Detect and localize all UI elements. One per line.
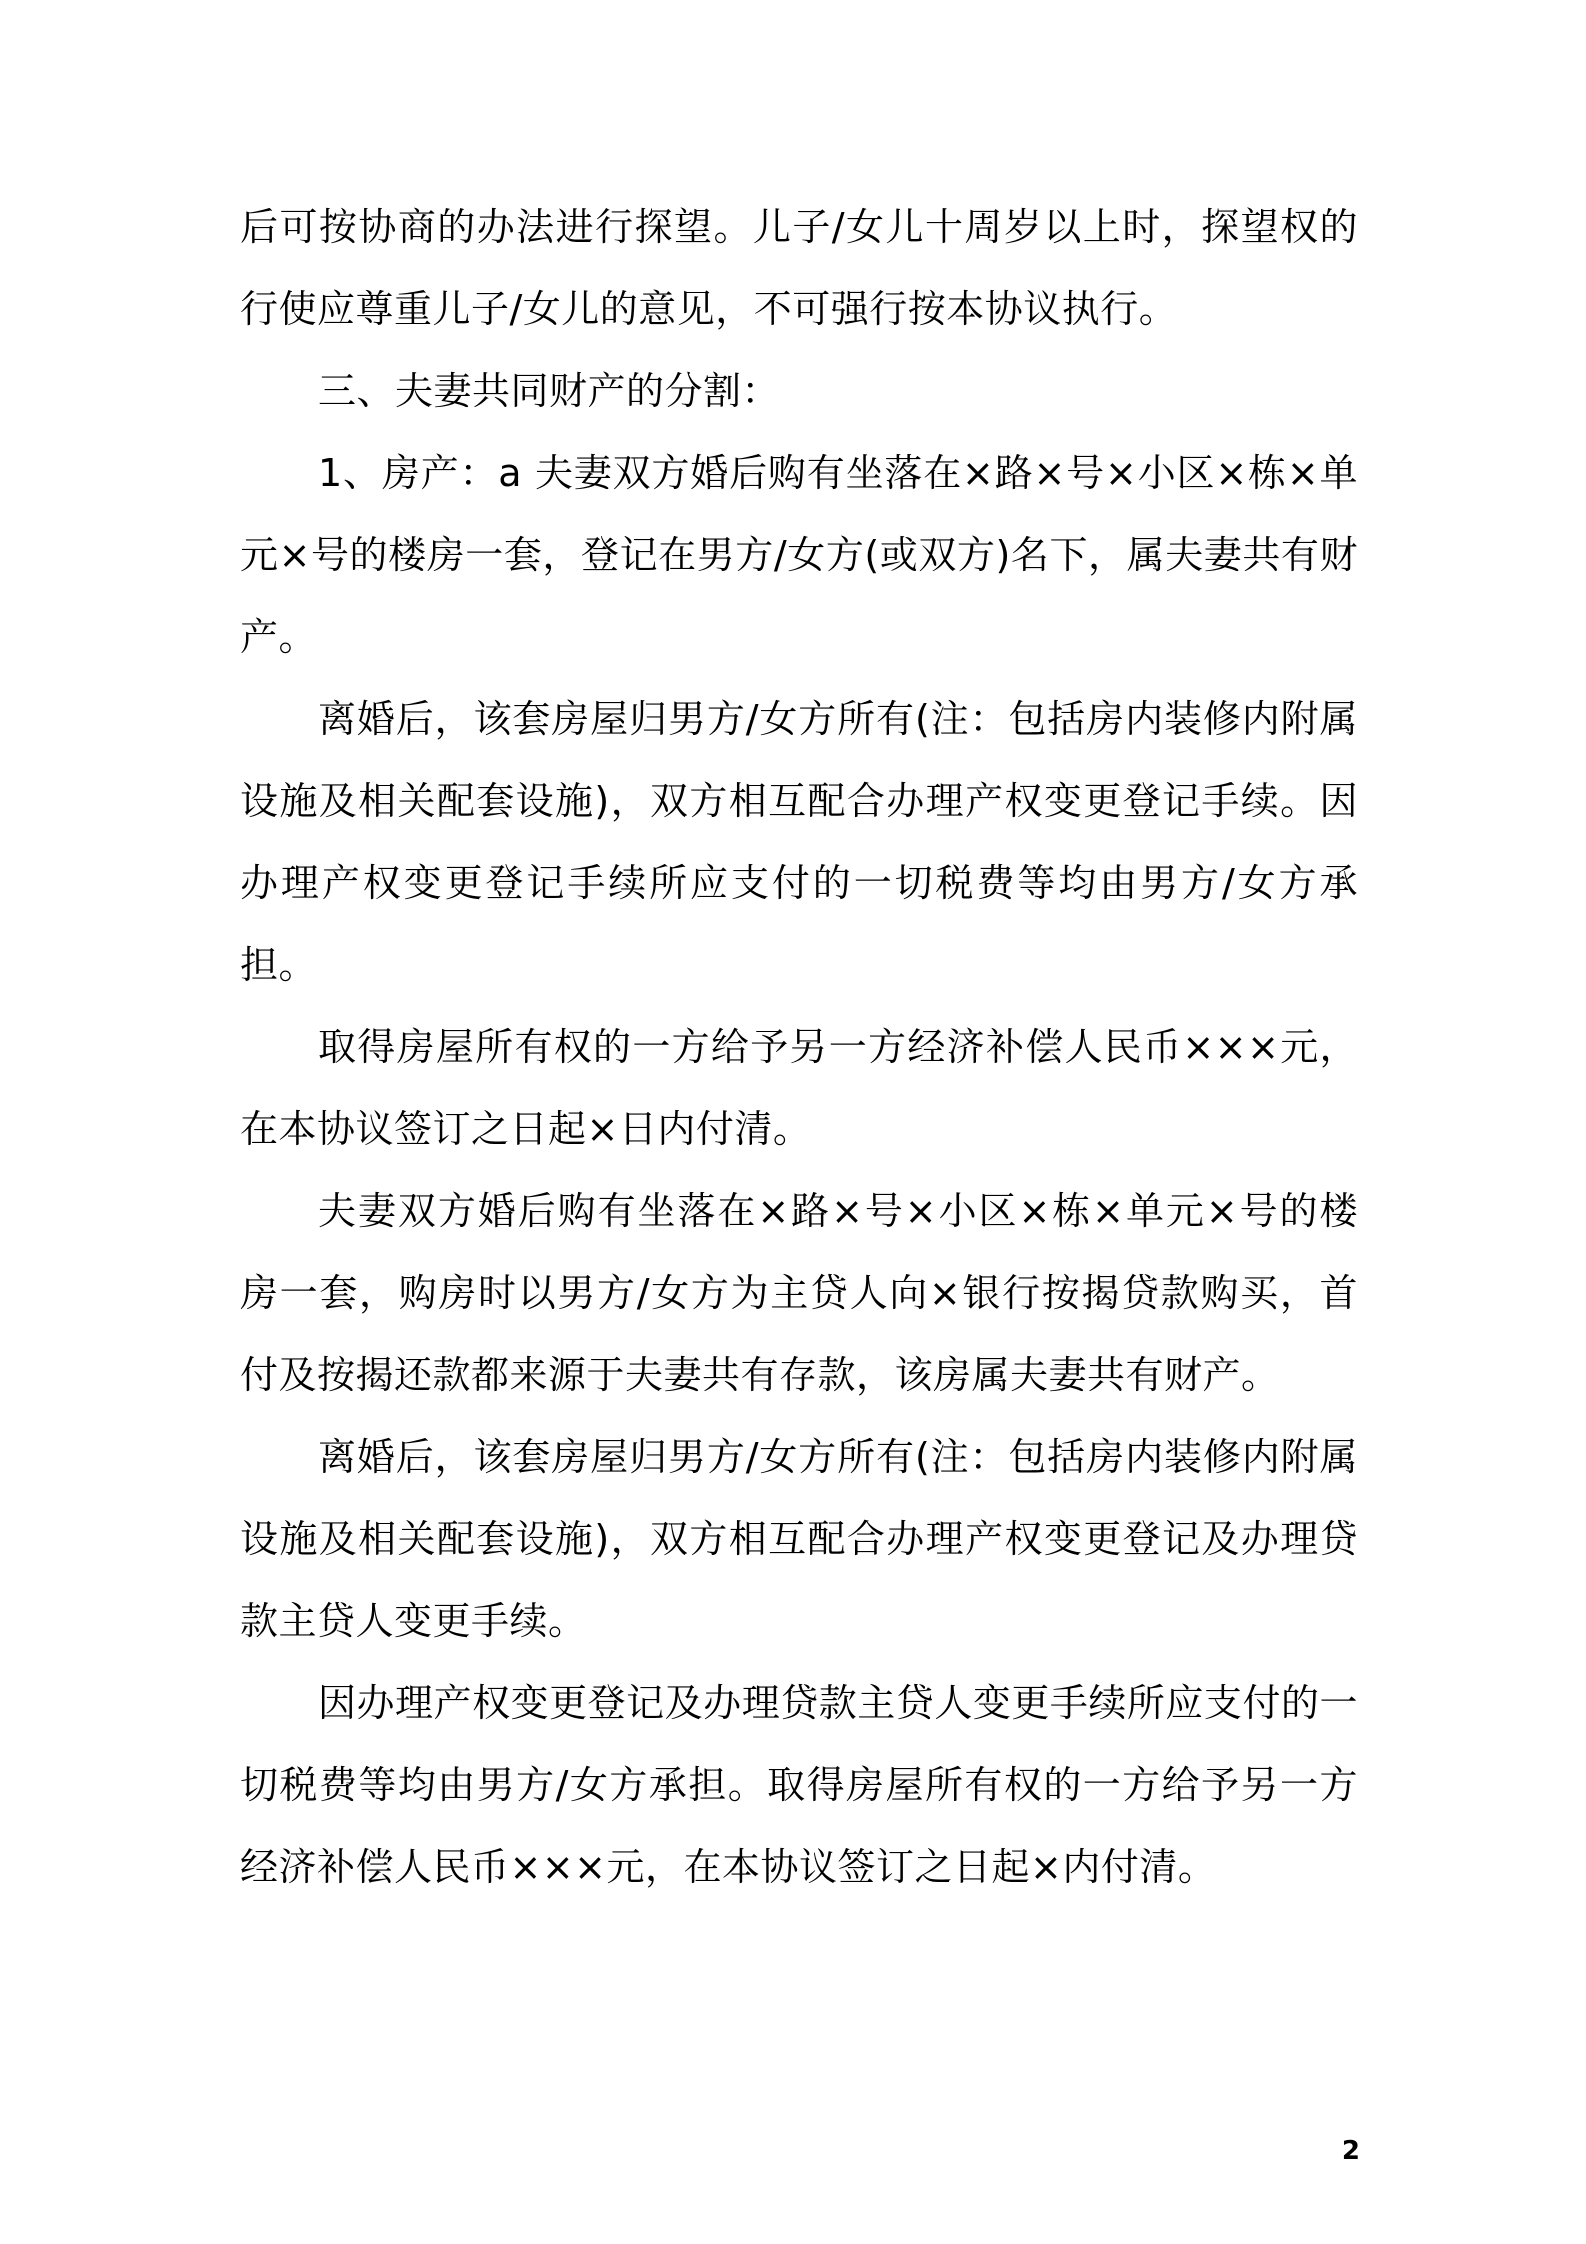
page-number: 2 — [1341, 2136, 1360, 2166]
paragraph-house-property: 1、房产：a 夫妻双方婚后购有坐落在×路×号×小区×栋×单元×号的楼房一套，登记在男方/女方(或双方)名下，属夫妻共有财产。 — [240, 451, 1358, 659]
section-heading-property-division: 三、夫妻共同财产的分割： — [318, 369, 781, 413]
paragraph-mortgage-house: 夫妻双方婚后购有坐落在×路×号×小区×栋×单元×号的楼房一套，购房时以男方/女方为主贷人向×银行按揭贷款购买，首付及按揭还款都来源于夫妻共有存款，该房属夫妻共有财产。 — [240, 1189, 1358, 1397]
document-body — [240, 186, 1358, 1908]
paragraph-after-divorce-2: 离婚后，该套房屋归男方/女方所有(注：包括房内装修内附属设施及相关配套设施)，双方相互配合办理产权变更登记及办理贷款主贷人变更手续。 — [240, 1435, 1358, 1643]
paragraph-after-divorce-1: 离婚后，该套房屋归男方/女方所有(注：包括房内装修内附属设施及相关配套设施)，双方相互配合办理产权变更登记手续。因办理产权变更登记手续所应支付的一切税费等均由男方/女方承担。 — [240, 697, 1358, 987]
paragraph-fees-compensation-2: 因办理产权变更登记及办理贷款主贷人变更手续所应支付的一切税费等均由男方/女方承担。取得房屋所有权的一方给予另一方经济补偿人民币×××元，在本协议签订之日起×内付清。 — [240, 1681, 1358, 1889]
paragraph-continuation: 后可按协商的办法进行探望。儿子/女儿十周岁以上时，探望权的行使应尊重儿子/女儿的意见，不可强行按本协议执行。 — [240, 205, 1358, 331]
paragraph-compensation-1: 取得房屋所有权的一方给予另一方经济补偿人民币×××元，在本协议签订之日起×日内付清。 — [240, 1025, 1358, 1151]
